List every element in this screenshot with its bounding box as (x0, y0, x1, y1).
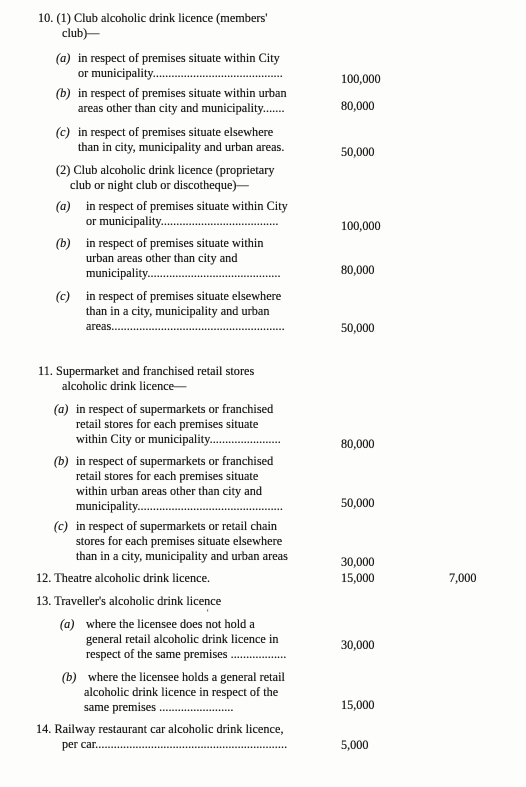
section-13-heading: 13. Traveller's alcoholic drink licence (36, 594, 222, 608)
fee-10-1-b: 80,000 (341, 99, 375, 113)
item-13-a-cont2: respect of the same premises .................. (86, 647, 287, 661)
section-10-2-heading-cont: club or night club or discotheque)— (70, 178, 249, 192)
section-10-2-heading: (2) Club alcoholic drink licence (proprietary (56, 163, 275, 177)
section-10-heading-cont: club)— (62, 26, 100, 40)
item-11-b: (b) in respect of supermarkets or franchised (54, 454, 274, 468)
item-10-2-c: (c) in respect of premises situate elsewhere (56, 289, 282, 303)
item-11-a-cont2: within City or municipality....................... (76, 432, 281, 446)
fee-14: 5,000 (341, 738, 369, 752)
item-10-2-b-cont2: municipality........................................... (86, 266, 281, 280)
item-11-c-cont: stores for each premises situate elsewhere (76, 534, 283, 548)
fee-10-2-b: 80,000 (341, 263, 375, 277)
fee-12-col2: 7,000 (449, 571, 477, 585)
item-11-a-cont: retail stores for each premises situate (76, 417, 259, 431)
item-10-1-b-cont: areas other than city and municipality....... (78, 101, 285, 115)
section-14-heading-cont: per car.............................................................. (62, 737, 288, 751)
fee-13-b: 15,000 (341, 698, 375, 712)
item-10-1-a: (a) in respect of premises situate within City (56, 51, 280, 65)
item-10-2-b-cont: urban areas other than city and (86, 251, 238, 265)
item-10-1-a-cont: or municipality.......................................... (78, 66, 283, 80)
section-10-heading: 10. (1) Club alcoholic drink licence (members' (38, 11, 268, 25)
item-11-c: (c) in respect of supermarkets or retail chain (54, 519, 278, 533)
item-10-2-a-cont: or municipality...................................... (86, 214, 279, 228)
fee-10-1-c: 50,000 (341, 145, 375, 159)
item-11-b-cont: retail stores for each premises situate (76, 469, 259, 483)
item-13-b: (b) where the licensee holds a general retail (62, 670, 285, 684)
item-13-a: (a) where the licensee does not hold a (60, 617, 255, 631)
item-10-1-c-cont: than in city, municipality and urban areas. (78, 140, 285, 154)
scan-speck: ʻ (206, 608, 210, 619)
item-11-c-cont2: than in a city, municipality and urban areas (76, 549, 288, 563)
item-11-b-cont3: municipality............................................... (76, 499, 283, 513)
fee-10-1-a: 100,000 (341, 72, 381, 86)
fee-13-a: 30,000 (341, 638, 375, 652)
fee-10-2-a: 100,000 (341, 219, 381, 233)
item-11-a: (a) in respect of supermarkets or franchised (54, 402, 274, 416)
item-13-b-cont2: same premises ........................ (84, 700, 234, 714)
fee-11-c: 30,000 (341, 555, 375, 569)
item-10-1-b: (b) in respect of premises situate within urban (56, 86, 287, 100)
item-10-2-b: (b) in respect of premises situate within (56, 236, 264, 250)
section-11-heading: 11. Supermarket and franchised retail stores (38, 364, 255, 378)
section-14-heading: 14. Railway restaurant car alcoholic drink licence, (36, 722, 284, 736)
section-11-heading-cont: alcoholic drink licence— (62, 379, 187, 393)
fee-11-a: 80,000 (341, 437, 375, 451)
fee-10-2-c: 50,000 (341, 321, 375, 335)
item-10-1-c: (c) in respect of premises situate elsewhere (56, 125, 274, 139)
item-11-b-cont2: within urban areas other than city and (76, 484, 263, 498)
fee-11-b: 50,000 (341, 496, 375, 510)
section-12-heading: 12. Theatre alcoholic drink licence. (36, 571, 211, 585)
item-13-a-cont: general retail alcoholic drink licence in (86, 632, 279, 646)
item-10-2-a: (a) in respect of premises situate within City (56, 199, 288, 213)
item-13-b-cont: alcoholic drink licence in respect of the (84, 685, 279, 699)
item-10-2-c-cont2: areas........................................................ (86, 319, 285, 333)
fee-12-col1: 15,000 (341, 571, 375, 585)
item-10-2-c-cont: than in a city, municipality and urban (86, 304, 270, 318)
